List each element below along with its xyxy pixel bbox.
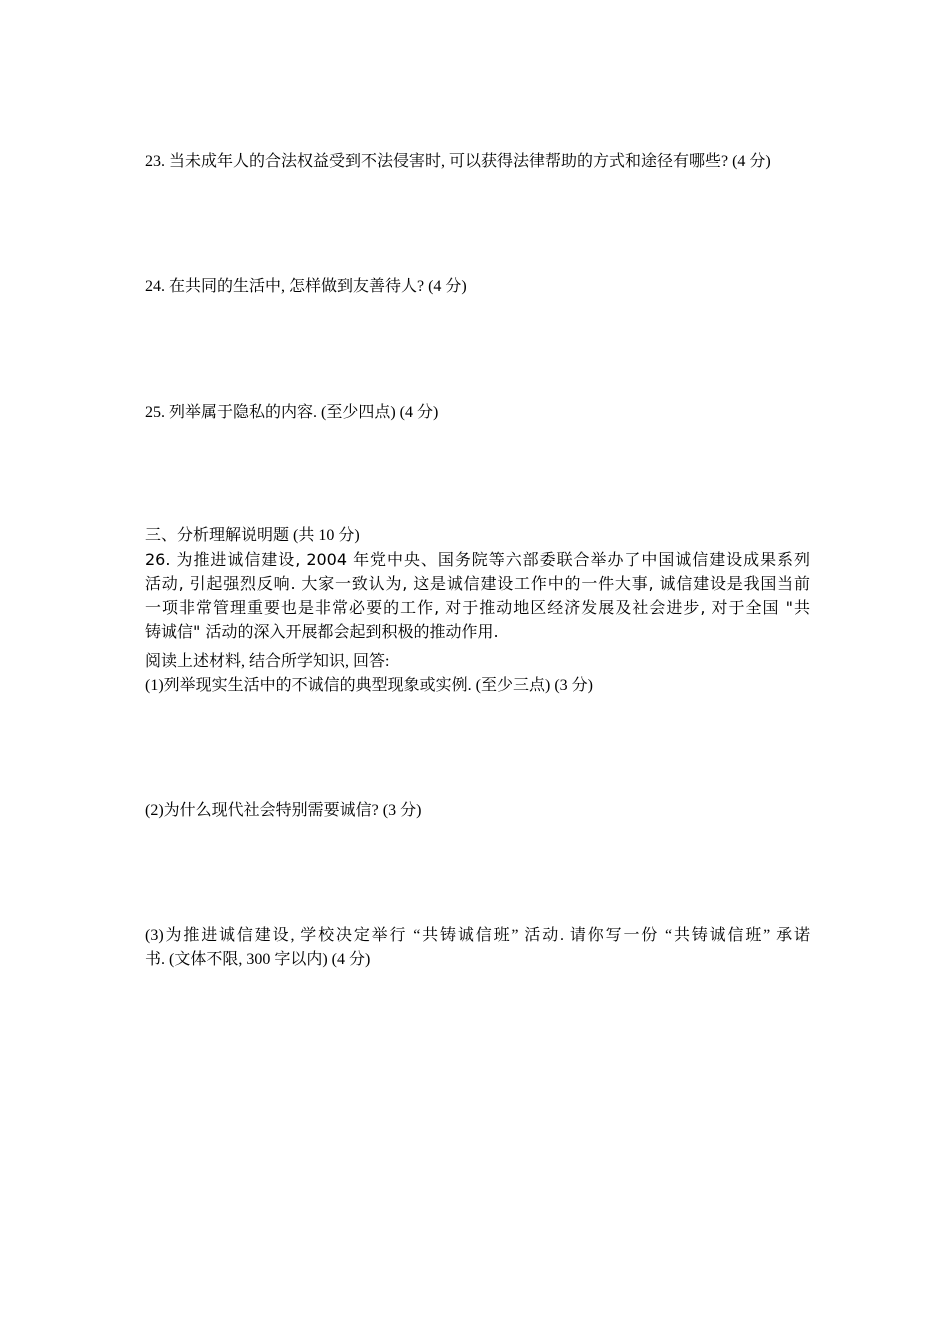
question-26-sub2: (2)为什么现代社会特别需要诚信? (3 分) bbox=[145, 802, 422, 819]
section-3-heading: 三、分析理解说明题 (共 10 分) bbox=[145, 527, 360, 544]
material-line: 26. 为推进诚信建设, 2004 年党中央、国务院等六部委联合举办了中国诚信建设成果系列 bbox=[145, 550, 810, 569]
question-26-sub3-line1: (3)为推进诚信建设, 学校决定举行 “共铸诚信班” 活动. 请你写一份 “共铸诚信班” 承诺 bbox=[145, 927, 810, 944]
material-line: 铸诚信" 活动的深入开展都会起到积极的推动作用. bbox=[145, 622, 499, 641]
question-25: 25. 列举属于隐私的内容. (至少四点) (4 分) bbox=[145, 404, 439, 421]
question-23: 23. 当未成年人的合法权益受到不法侵害时, 可以获得法律帮助的方式和途径有哪些? (4 分) bbox=[145, 153, 771, 170]
material-line: 活动, 引起强烈反响. 大家一致认为, 这是诚信建设工作中的一件大事, 诚信建设是我国当前 bbox=[145, 574, 810, 593]
question-26-material bbox=[145, 548, 810, 644]
question-26-sub3-line2: 书. (文体不限, 300 字以内) (4 分) bbox=[145, 951, 371, 968]
question-26-sub1: (1)列举现实生活中的不诚信的典型现象或实例. (至少三点) (3 分) bbox=[145, 677, 593, 694]
question-26-prompt: 阅读上述材料, 结合所学知识, 回答: bbox=[145, 653, 390, 670]
material-line: 一项非常管理重要也是非常必要的工作, 对于推动地区经济发展及社会进步, 对于全国 "共 bbox=[145, 598, 810, 617]
question-24: 24. 在共同的生活中, 怎样做到友善待人? (4 分) bbox=[145, 278, 467, 295]
